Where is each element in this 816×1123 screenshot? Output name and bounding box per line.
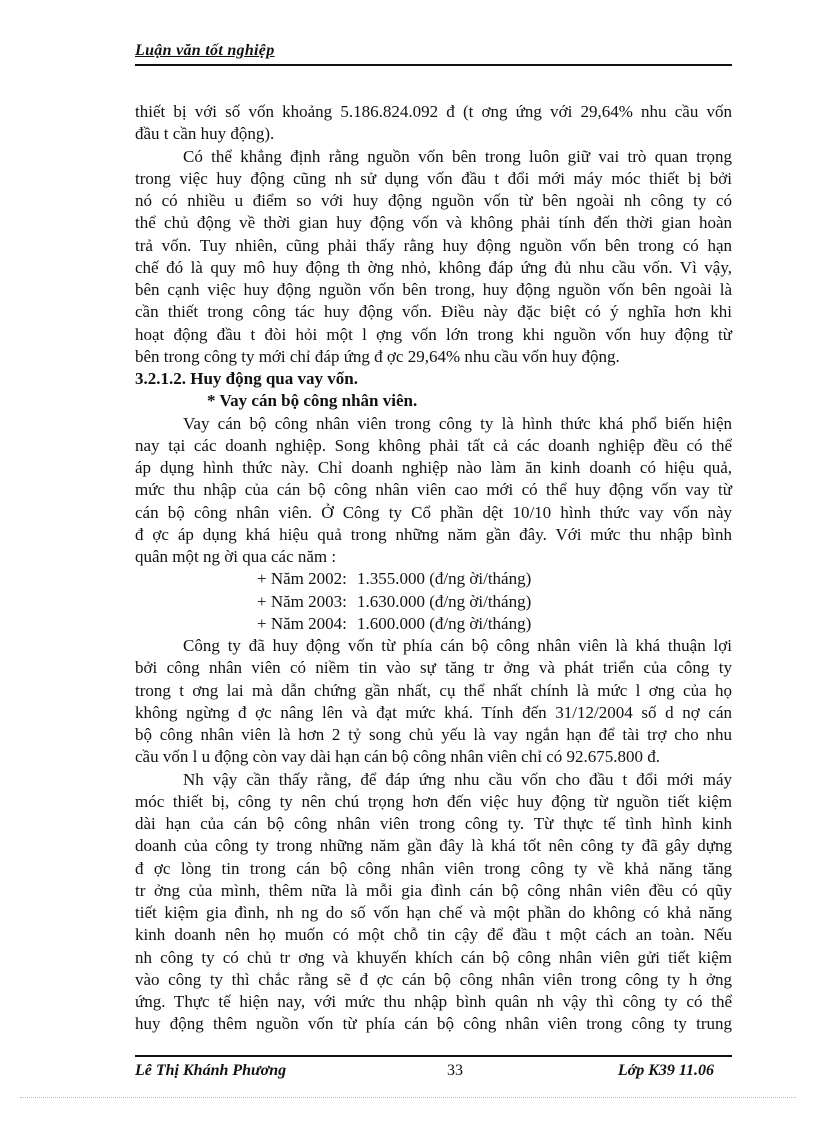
page-edge-divider <box>20 1097 796 1098</box>
text-line: Vay cán bộ công nhân viên trong công ty là hình thức khá phổ biến hiện <box>183 413 732 433</box>
page-header <box>135 42 732 66</box>
header-title: Luận văn tốt nghiệp <box>135 42 275 59</box>
text-line: thiết bị với số vốn khoảng 5.186.824.092 đ (t ơng ứng với 29,64% nhu cầu vốn <box>135 102 732 121</box>
paragraph-intro <box>135 101 732 146</box>
paragraph-company <box>135 635 732 769</box>
list-value: 1.630.000 (đ/ng ời/tháng) <box>357 591 532 611</box>
text-line: bộ công nhân viên là hơn 2 tỷ song chủ yếu là vay ngắn hạn để tài trợ cho nhu <box>135 725 732 744</box>
text-line: đầu t cần huy động). <box>135 124 275 144</box>
list-item <box>135 591 732 613</box>
text-line: bên trong công ty mới chỉ đáp ứng đ ợc 29,64% nhu cầu vốn huy động. <box>135 346 620 366</box>
text-line: dài hạn của cán bộ công nhân viên trong công ty. Từ thực tế tình hình kinh <box>135 814 732 833</box>
section-heading: 3.2.1.2. Huy động qua vay vốn. <box>135 369 358 388</box>
text-line: tr ởng của mình, thêm nữa là mỗi gia đình cán bộ công nhân viên đều có qũy <box>135 880 732 900</box>
text-line: đ ợc lòng tin trong cán bộ công nhân viên trong công ty về khả năng tăng <box>135 858 732 878</box>
list-value: 1.355.000 (đ/ng ời/tháng) <box>357 569 532 589</box>
text-line: cần thiết trong công tác huy động vốn. Điều này đặc biệt có ý nghĩa hơn khi <box>135 302 732 322</box>
paragraph-internal-capital <box>135 146 732 369</box>
text-line: trong t ơng lai mà dẫn chứng gần nhất, cụ thể nhất chính là mức l ơng của họ <box>135 680 732 700</box>
footer-divider <box>135 1055 732 1057</box>
income-list <box>135 568 732 635</box>
text-line: tiết kiệm gia đình, nh ng do số vốn hạn chế và một phần do không có khả năng <box>135 903 732 922</box>
text-line: không ngừng đ ợc nâng lên và đạt mức khá. Tính đến 31/12/2004 số d nợ cán <box>135 702 732 722</box>
text-line: nay tại các doanh nghiệp. Song không phải tất cả các doanh nghiệp đều có thể <box>135 435 732 455</box>
text-line: nh công ty có chủ tr ơng và khuyến khích cán bộ công nhân viên gửi tiết kiệm <box>135 947 732 967</box>
list-year: + Năm 2003: <box>257 591 347 611</box>
text-line: áp dụng hình thức này. Chỉ doanh nghiệp nào làm ăn kinh doanh có hiệu quả, <box>135 458 732 477</box>
text-line: chế đó là quy mô huy động th ờng nhỏ, không đáp ứng đủ nhu cầu vốn. Vì vậy, <box>135 257 732 277</box>
text-line: bởi công nhân viên có niềm tin vào sự tăng tr ởng và phát triển của công ty <box>135 658 732 678</box>
text-line: đ ợc áp dụng khá hiệu quả trong những năm gần đây. Với mức thu nhập bình <box>135 524 732 544</box>
text-line: huy động thêm nguồn vốn từ phía cán bộ công nhân viên trong công ty trung <box>135 1014 732 1034</box>
text-line: nó có nhiều u điểm so với huy động nguồn vốn từ bên ngoài nh công ty có <box>135 191 732 210</box>
paragraph-staff-loans <box>135 413 732 569</box>
text-line: Có thể khẳng định rằng nguồn vốn bên trong luôn giữ vai trò quan trọng <box>183 146 732 166</box>
text-line: thể chủ động về thời gian huy động vốn và không phải tính đến thời gian hoàn <box>135 213 732 233</box>
text-line: bên cạnh việc huy động nguồn vốn bên trong, huy động nguồn vốn bên ngoài là <box>135 280 732 299</box>
text-line: ứng. Thực tế hiện nay, với mức thu nhập bình quân nh vậy thì công ty có thể <box>135 992 732 1011</box>
text-line: móc thiết bị, công ty nên chú trọng hơn đến việc huy động từ nguồn tiết kiệm <box>135 791 732 811</box>
text-line: trả vốn. Tuy nhiên, cũng phải thấy rằng huy động nguồn vốn bên trong có hạn <box>135 235 732 255</box>
footer-class: Lớp K39 11.06 <box>617 1062 714 1079</box>
text-line: hoạt động đầu t đòi hỏi một l ợng vốn lớn trong khi nguồn vốn huy động từ <box>135 324 732 344</box>
document-body <box>135 101 732 1036</box>
text-line: trong việc huy động cũng nh sử dụng vốn đầu t đổi mới máy móc thiết bị bởi <box>135 168 732 188</box>
list-item <box>135 613 732 635</box>
text-line: cán bộ công nhân viên. Ở Công ty Cổ phần dệt 10/10 hình thức vay vốn này <box>135 502 732 522</box>
sub-heading: * Vay cán bộ công nhân viên. <box>207 391 418 411</box>
text-line: mức thu nhập của cán bộ công nhân viên cao mới có thể huy động vốn vay từ <box>135 480 732 500</box>
list-year: + Năm 2004: <box>257 613 347 633</box>
page-footer <box>135 1062 732 1084</box>
text-line: Nh vậy cần thấy rằng, để đáp ứng nhu cầu vốn cho đầu t đổi mới máy <box>183 769 732 789</box>
paragraph-conclusion <box>135 769 732 1036</box>
list-value: 1.600.000 (đ/ng ời/tháng) <box>357 613 532 633</box>
text-line: vào công ty thì chắc rằng sẽ đ ợc cán bộ công nhân viên trong công ty h ởng <box>135 969 732 989</box>
list-year: + Năm 2002: <box>257 569 347 589</box>
text-line: Công ty đã huy động vốn từ phía cán bộ công nhân viên là khá thuận lợi <box>183 636 732 655</box>
list-item <box>135 568 732 590</box>
text-line: kinh doanh nên họ muốn có một chỗ tin cậy để đầu t một cách an toàn. Nếu <box>135 925 732 945</box>
text-line: doanh của công ty trong những năm gần đây là khá tốt nên công ty đã gây dựng <box>135 836 732 856</box>
text-line: quân một ng ời qua các năm : <box>135 547 337 566</box>
text-line: cầu vốn l u động còn vay dài hạn cán bộ công nhân viên chỉ có 92.675.800 đ. <box>135 747 660 767</box>
footer-author: Lê Thị Khánh Phương <box>135 1062 287 1079</box>
page-number: 33 <box>447 1062 463 1079</box>
